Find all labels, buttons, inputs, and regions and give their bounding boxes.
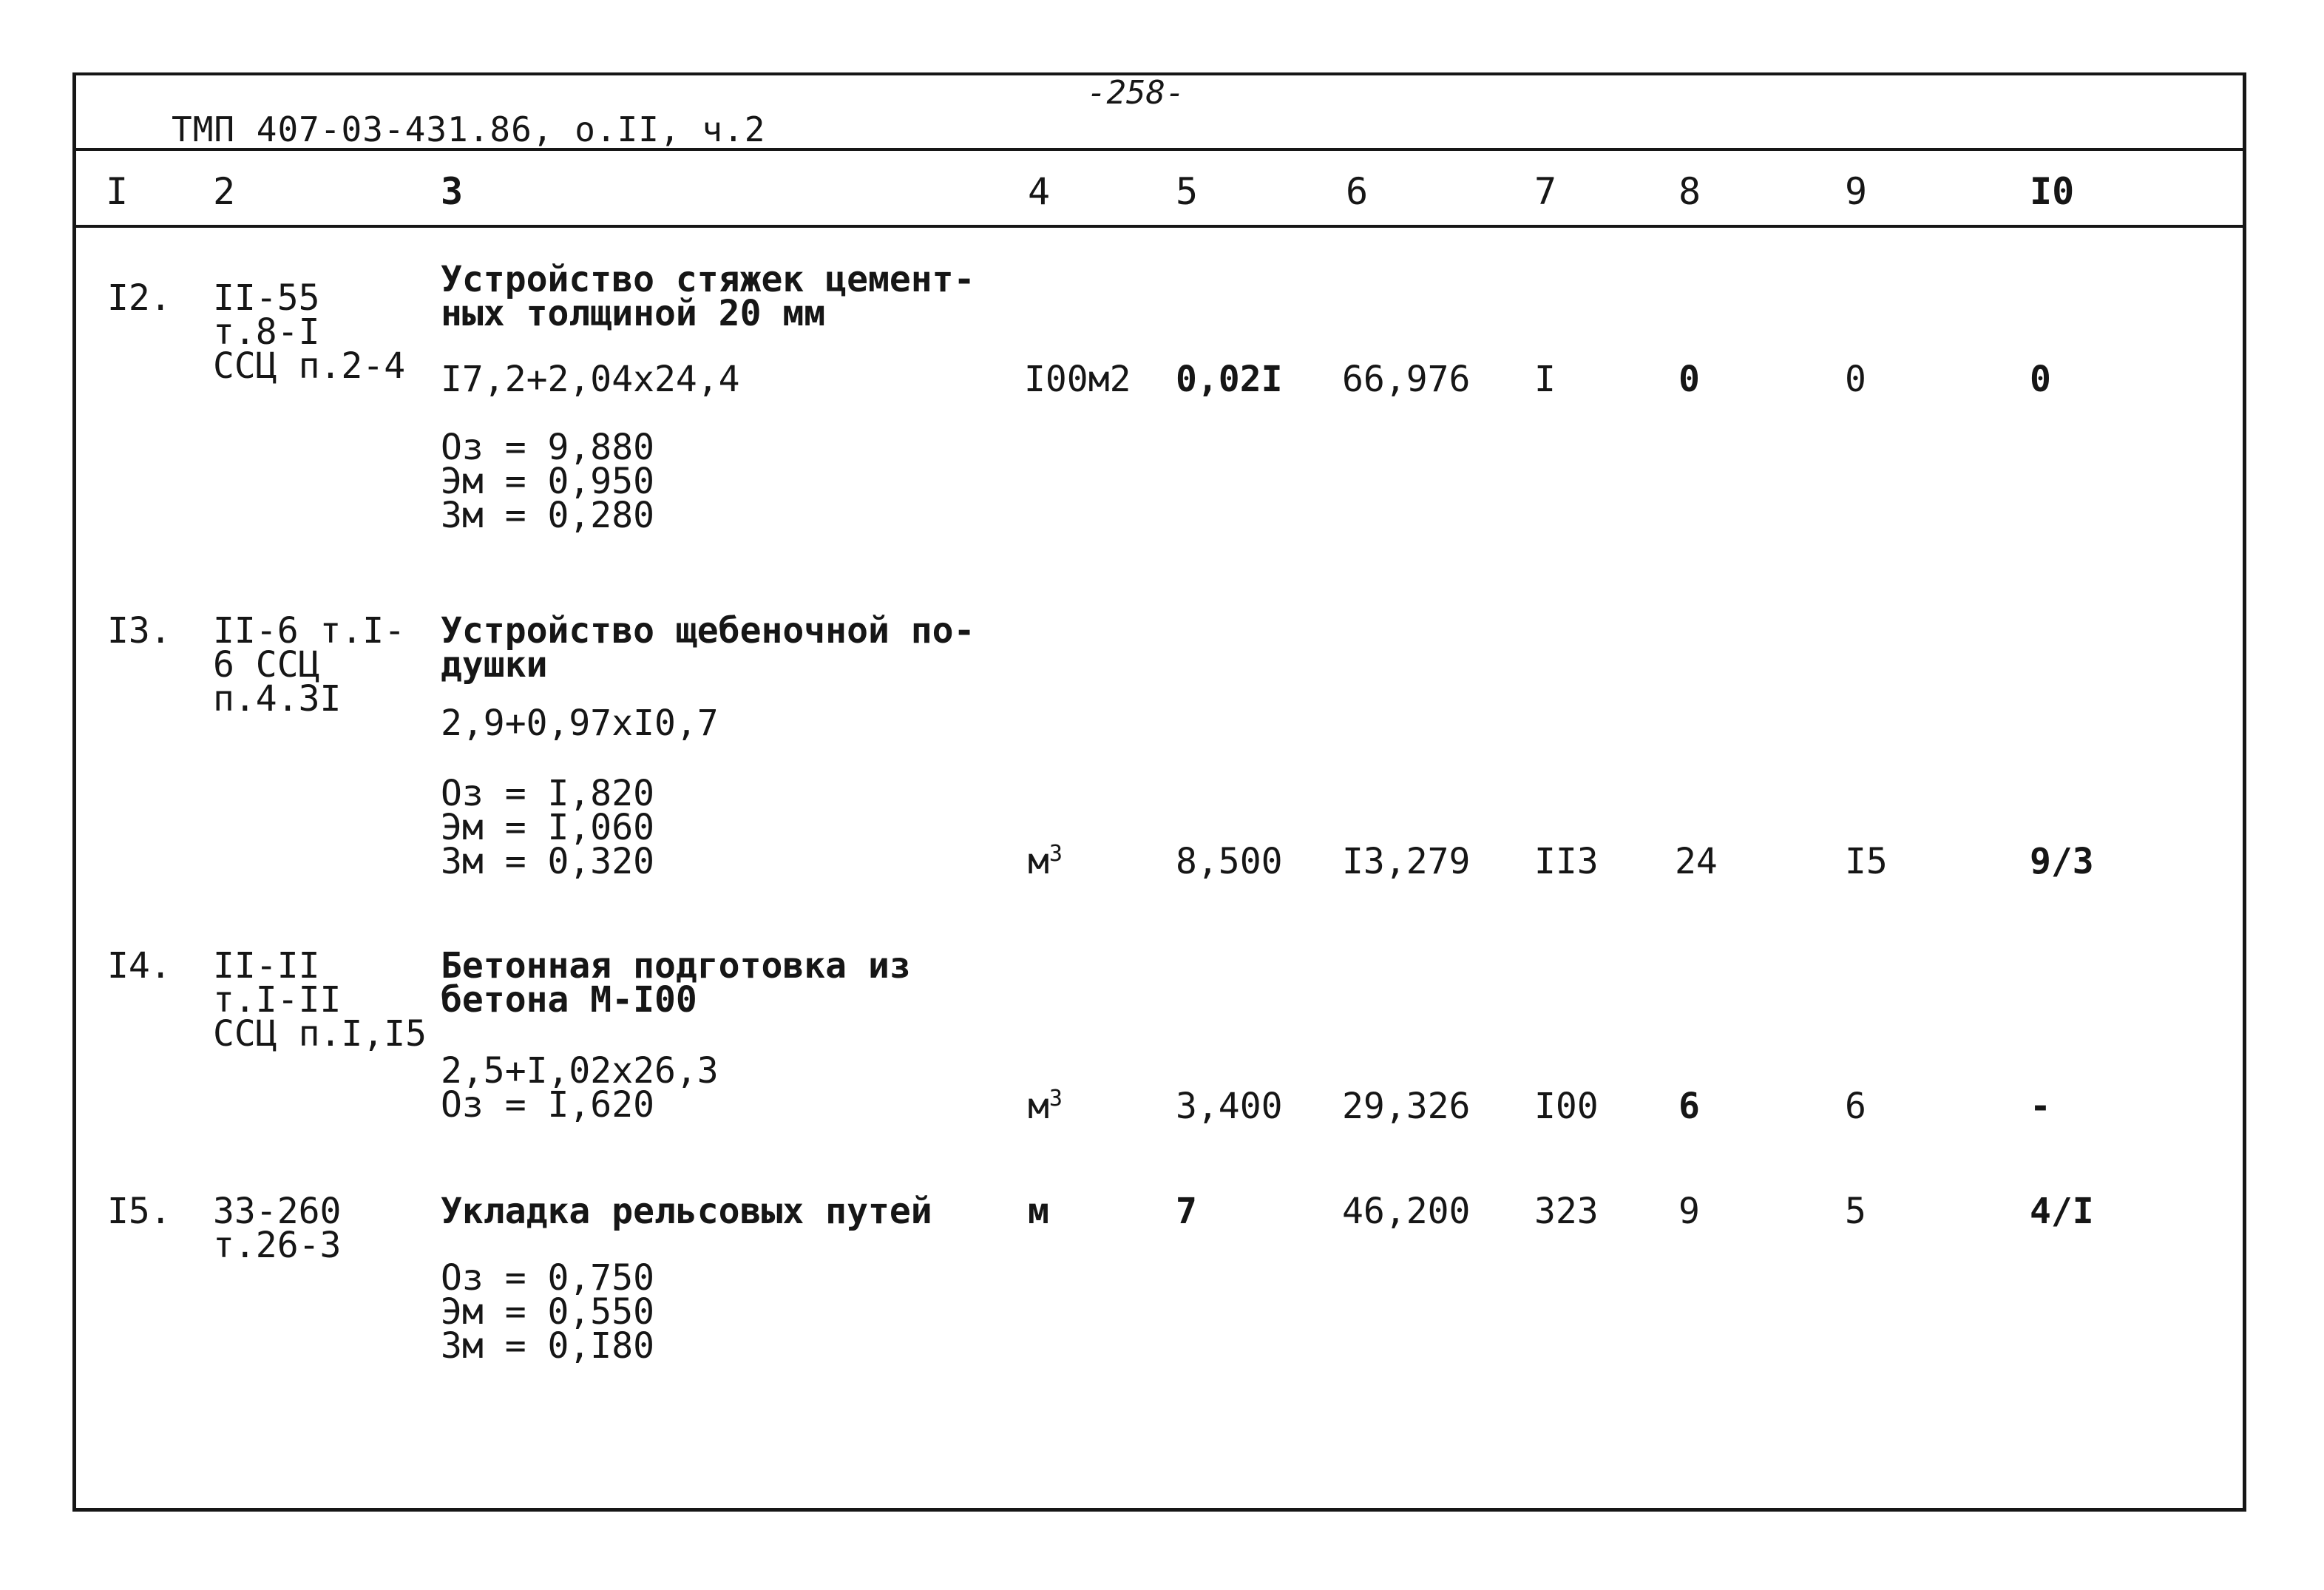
col-10-value: 9/3 [2030, 841, 2094, 882]
column-header: I [106, 170, 129, 213]
page-number: -258- [1087, 74, 1185, 112]
quantity: 0,02I [1176, 359, 1283, 400]
column-header: 3 [441, 170, 464, 213]
col-7-value: II3 [1534, 841, 1599, 882]
col-9-value: 5 [1845, 1191, 1866, 1232]
cost-coefficients: Оз = I,820 Эм = I,060 Зм = 0,320 [441, 773, 654, 882]
row-number: I4. [107, 945, 172, 987]
col-8-value: 0 [1678, 359, 1700, 400]
col-8-value: 6 [1678, 1086, 1700, 1127]
column-header: 6 [1346, 170, 1369, 213]
col-10-value: 0 [2030, 359, 2051, 400]
volume-formula-block: 2,5+I,02х26,3 Оз = I,620 [441, 1050, 719, 1126]
col-9-value: 6 [1845, 1086, 1866, 1127]
work-title: Бетонная подготовка из бетона М-I00 [441, 945, 911, 1021]
column-header: 7 [1534, 170, 1557, 213]
work-title: Устройство стяжек цемент- ных толщиной 20 мм [441, 259, 975, 334]
column-header: I0 [2030, 170, 2075, 213]
unit-price: 29,326 [1342, 1086, 1471, 1127]
col-8-value: 24 [1675, 841, 1718, 882]
col-10-value: - [2030, 1086, 2051, 1127]
norm-reference: II-55 т.8-I ССЦ п.2-4 [213, 277, 406, 387]
norm-reference: 33-260 т.26-3 [213, 1191, 342, 1266]
row-number: I2. [107, 277, 172, 319]
column-header: 9 [1845, 170, 1868, 213]
work-title: Укладка рельсовых путей [441, 1191, 932, 1232]
header-rule-bottom [72, 225, 2246, 228]
unit: I00м2 [1024, 359, 1131, 400]
volume-formula: 2,9+0,97хI0,7 [441, 703, 719, 744]
quantity: 7 [1176, 1191, 1197, 1232]
column-header: 4 [1028, 170, 1051, 213]
col-7-value: I00 [1534, 1086, 1599, 1127]
row-number: I3. [107, 610, 172, 652]
col-7-value: I [1534, 359, 1556, 400]
column-header: 2 [213, 170, 236, 213]
row-number: I5. [107, 1191, 172, 1232]
col-8-value: 9 [1678, 1191, 1700, 1232]
cost-coefficients: Оз = 9,880 Эм = 0,950 Зм = 0,280 [441, 427, 654, 536]
unit: $м^3$ [1028, 841, 1063, 882]
col-9-value: 0 [1845, 359, 1866, 400]
volume-formula: I7,2+2,04х24,4 [441, 359, 740, 400]
norm-reference: II-6 т.I- 6 ССЦ п.4.3I [213, 610, 406, 720]
norm-reference: II-II т.I-II ССЦ п.I,I5 [213, 945, 427, 1055]
unit: $м^3$ [1028, 1086, 1063, 1127]
unit-price: 66,976 [1342, 359, 1471, 400]
column-header: 8 [1678, 170, 1701, 213]
col-10-value: 4/I [2030, 1191, 2094, 1232]
quantity: 3,400 [1176, 1086, 1283, 1127]
cost-coefficients: Оз = 0,750 Эм = 0,550 Зм = 0,I80 [441, 1257, 654, 1367]
unit-price: I3,279 [1342, 841, 1471, 882]
col-9-value: I5 [1845, 841, 1888, 882]
document-stamp: ТМП 407-03-431.86, о.II, ч.2 [172, 109, 766, 149]
unit: м [1028, 1191, 1049, 1232]
unit-price: 46,200 [1342, 1191, 1471, 1232]
quantity: 8,500 [1176, 841, 1283, 882]
col-7-value: 323 [1534, 1191, 1599, 1232]
work-title: Устройство щебеночной по- душки [441, 610, 975, 686]
column-header: 5 [1176, 170, 1199, 213]
